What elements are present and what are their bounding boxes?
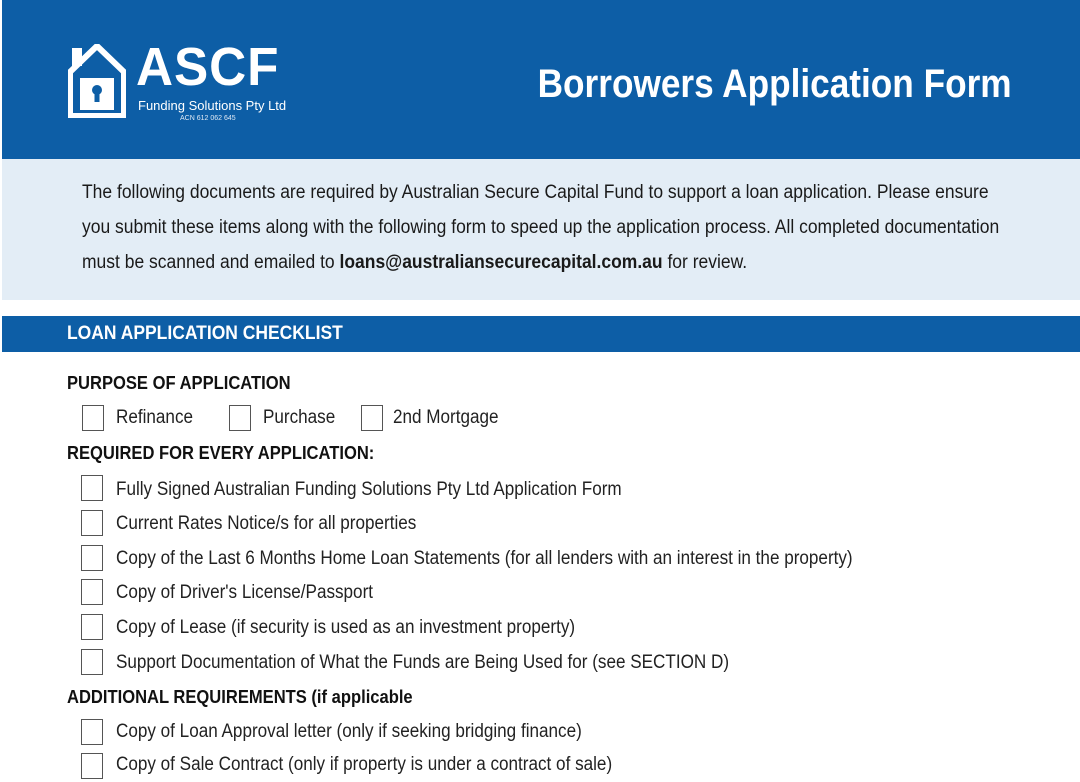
logo-subtitle: Funding Solutions Pty Ltd (138, 98, 287, 113)
list-item (0, 544, 1080, 574)
second-mortgage-checkbox[interactable] (361, 405, 383, 431)
rates-notice-checkbox[interactable] (81, 510, 103, 536)
application-form-checkbox[interactable] (81, 475, 103, 501)
logo-acn: ACN 612 062 645 (180, 115, 236, 122)
checklist-label: Copy of Driver's License/Passport (116, 582, 374, 603)
intro-text-part2: for review. (662, 252, 748, 273)
loan-statements-checkbox[interactable] (81, 545, 103, 571)
list-item (0, 718, 1080, 748)
checklist-label: Current Rates Notice/s for all properties (116, 513, 417, 534)
additional-heading: ADDITIONAL REQUIREMENTS (if applicable (67, 687, 413, 707)
checklist-label: Copy of Loan Approval letter (only if seeking bridging finance) (116, 721, 582, 742)
purpose-options (0, 404, 1080, 434)
list-item (0, 648, 1080, 678)
second-mortgage-label: 2nd Mortgage (393, 407, 499, 428)
refinance-checkbox[interactable] (82, 405, 104, 431)
company-logo (68, 37, 288, 132)
section-title: LOAN APPLICATION CHECKLIST (67, 323, 343, 344)
purchase-label: Purchase (263, 407, 336, 428)
list-item (0, 613, 1080, 643)
checklist-label: Copy of Lease (if security is used as an investment property) (116, 617, 576, 638)
list-item (0, 474, 1080, 504)
checklist-label: Support Documentation of What the Funds are Being Used for (see SECTION D) (116, 652, 730, 673)
sale-contract-checkbox[interactable] (81, 753, 103, 779)
intro-text (82, 175, 1011, 280)
checklist-label: Copy of Sale Contract (only if property is under a contract of sale) (116, 754, 613, 775)
license-passport-checkbox[interactable] (81, 579, 103, 605)
checklist-label: Copy of the Last 6 Months Home Loan Statements (for all lenders with an interest in the property) (116, 548, 853, 569)
list-item (0, 578, 1080, 608)
checklist-label: Fully Signed Australian Funding Solutions Pty Ltd Application Form (116, 479, 622, 500)
intro-text-part1: The following documents are required by Australian Secure Capital Fund to support a loan application. Please ensure you submit these items along with the following form to speed up the application process. All completed documentation must be scanned and emailed to (82, 182, 1000, 273)
purchase-checkbox[interactable] (229, 405, 251, 431)
lease-copy-checkbox[interactable] (81, 614, 103, 640)
refinance-label: Refinance (116, 407, 194, 428)
intro-panel (2, 159, 1080, 300)
list-item (0, 752, 1080, 782)
loan-approval-checkbox[interactable] (81, 719, 103, 745)
house-lock-icon (68, 44, 126, 118)
required-heading: REQUIRED FOR EVERY APPLICATION: (67, 443, 375, 463)
support-docs-checkbox[interactable] (81, 649, 103, 675)
section-header (2, 316, 1080, 352)
intro-email: loans@australiansecurecapital.com.au (339, 252, 663, 273)
logo-text: ASCF (136, 37, 280, 97)
page-title: Borrowers Application Form (538, 62, 1012, 106)
header-banner (2, 0, 1080, 159)
purpose-heading: PURPOSE OF APPLICATION (67, 373, 291, 393)
list-item (0, 509, 1080, 539)
